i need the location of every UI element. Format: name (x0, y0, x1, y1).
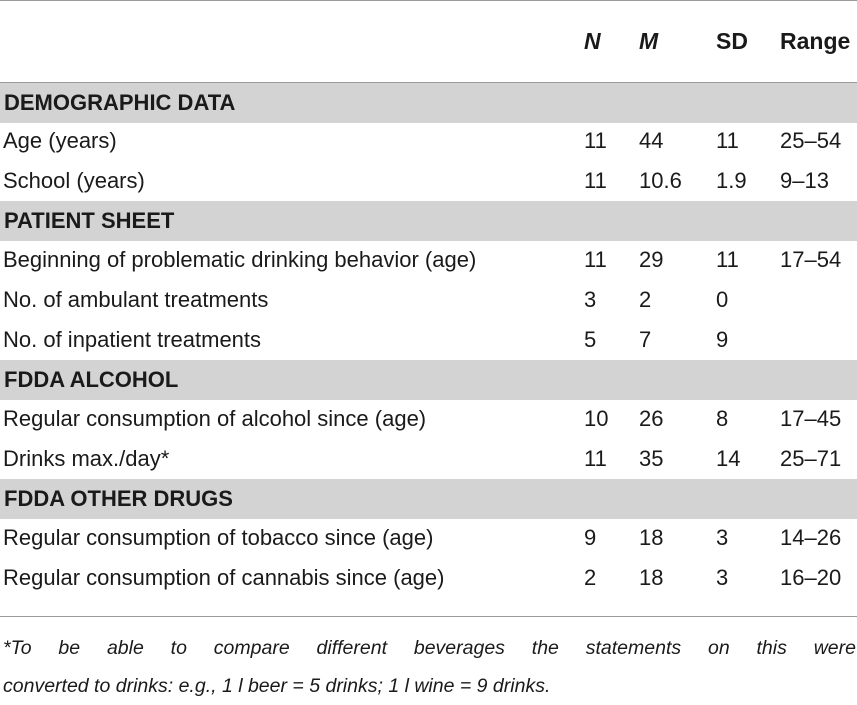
cell-m: 7 (639, 327, 652, 352)
cell-sd: 3 (716, 565, 729, 590)
cell-m: 10.6 (639, 168, 682, 193)
table-row (0, 161, 857, 201)
table-row (0, 320, 857, 360)
cell-m: 35 (639, 446, 664, 471)
cell-n: 11 (584, 446, 607, 471)
cell-m: 29 (639, 247, 664, 272)
section-demographic-data (0, 83, 857, 123)
section-fdda-other-drugs (0, 479, 857, 519)
cell-n: 10 (584, 406, 609, 431)
cell-sd: 14 (716, 446, 741, 471)
row-label: Regular consumption of alcohol since (age) (3, 406, 427, 431)
table-row (0, 518, 857, 558)
cell-m: 18 (639, 565, 664, 590)
cell-n: 3 (584, 287, 597, 312)
cell-range: 25–54 (780, 128, 842, 153)
cell-sd: 9 (716, 327, 729, 352)
row-label: Drinks max./day* (3, 446, 170, 471)
table-row (0, 240, 857, 280)
row-label: Regular consumption of tobacco since (age) (3, 525, 434, 550)
cell-n: 11 (584, 128, 607, 153)
header-range: Range (780, 27, 851, 54)
header-n: N (584, 27, 601, 54)
cell-range: 17–54 (780, 247, 842, 272)
row-label: Beginning of problematic drinking behavior (age) (3, 247, 477, 272)
cell-m: 2 (639, 287, 652, 312)
table-row (0, 280, 857, 320)
section-patient-sheet (0, 201, 857, 241)
cell-n: 9 (584, 525, 597, 550)
table-row (0, 558, 857, 598)
table-row (0, 121, 857, 161)
section-title: PATIENT SHEET (4, 208, 175, 233)
cell-range: 25–71 (780, 446, 842, 471)
cell-sd: 0 (716, 287, 729, 312)
row-label: Age (years) (3, 128, 117, 153)
cell-range: 14–26 (780, 525, 842, 550)
cell-n: 2 (584, 565, 597, 590)
cell-m: 18 (639, 525, 664, 550)
cell-n: 11 (584, 168, 607, 193)
cell-range: 16–20 (780, 565, 842, 590)
row-label: Regular consumption of cannabis since (age) (3, 565, 445, 590)
row-label: No. of ambulant treatments (3, 287, 269, 312)
cell-m: 44 (639, 128, 664, 153)
cell-sd: 1.9 (716, 168, 747, 193)
table-footnote (3, 629, 856, 705)
cell-range: 17–45 (780, 406, 842, 431)
cell-sd: 11 (716, 247, 739, 272)
table-row (0, 399, 857, 439)
cell-sd: 11 (716, 128, 739, 153)
table-row (0, 439, 857, 479)
row-label: School (years) (3, 168, 145, 193)
footnote-line-2: converted to drinks: e.g., 1 l beer = 5 drinks; 1 l wine = 9 drinks. (3, 675, 551, 697)
cell-m: 26 (639, 406, 664, 431)
footnote-line-1: *To be able to compare different beverages the statements on this were (3, 637, 856, 659)
cell-sd: 8 (716, 406, 729, 431)
row-label: No. of inpatient treatments (3, 327, 262, 352)
bottom-rule (0, 616, 857, 617)
section-fdda-alcohol (0, 360, 857, 400)
header-m: M (639, 27, 659, 54)
section-title: DEMOGRAPHIC DATA (4, 90, 236, 115)
cell-n: 11 (584, 247, 607, 272)
section-title: FDDA ALCOHOL (4, 367, 179, 392)
section-title: FDDA OTHER DRUGS (4, 486, 233, 511)
cell-range: 9–13 (780, 168, 829, 193)
header-sd: SD (716, 27, 748, 54)
cell-n: 5 (584, 327, 597, 352)
cell-sd: 3 (716, 525, 729, 550)
